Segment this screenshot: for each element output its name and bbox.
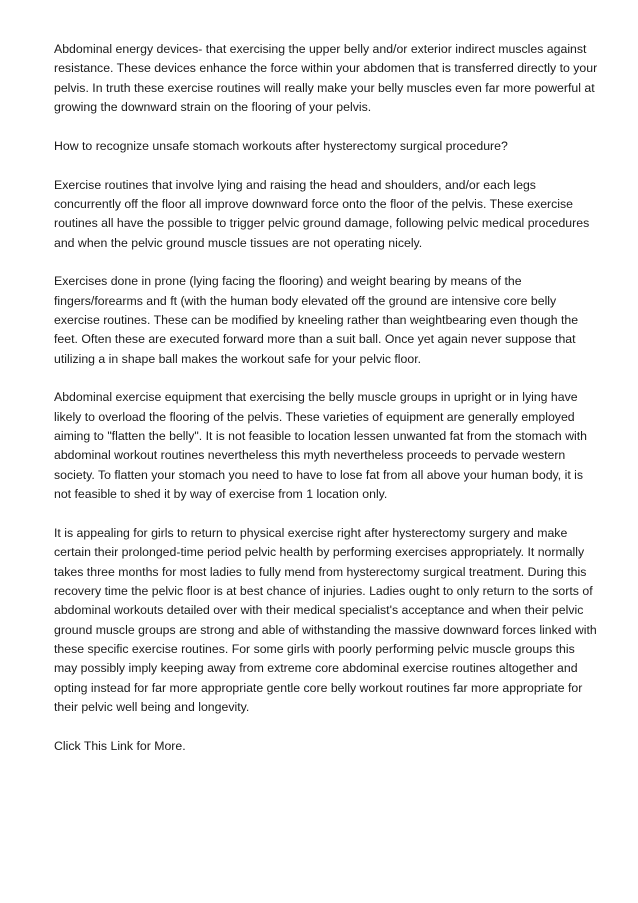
paragraph-unsafe-workouts-question: How to recognize unsafe stomach workouts after hysterectomy surgical procedure? (54, 138, 508, 153)
paragraph-lying-exercises: Exercise routines that involve lying and raising the head and shoulders, and/or each legs concurrently off the floor all improve downward force onto the floor of the pelvis. These exercise routines all have the possible to trigger pelvic ground damage, following pelvic medical procedures and when the pelvic ground muscle tissues are not operating nicely. (54, 177, 590, 250)
paragraph-exercise-equipment: Abdominal exercise equipment that exercising the belly muscle groups in upright or in lying have likely to overload the flooring of the pelvis. These varieties of equipment are generally employed aiming to "flatten the belly". It is not feasible to location lessen unwanted fat from the stomach with abdominal workout routines nevertheless this myth nevertheless proceeds to pervade western society. To flatten your stomach you need to have to lose fat from all above your human body, it is not feasible to shed it by way of exercise from 1 location only. (54, 390, 587, 502)
more-link[interactable]: Click This Link for More. (54, 738, 186, 753)
paragraph-abdominal-energy-devices: Abdominal energy devices- that exercising the upper belly and/or exterior indirect muscles against resistance. These devices enhance the force within your abdomen that is transferred directly to your pelvis. In truth these exercise routines will really make your belly muscles even far more powerful at growing the downward strain on the flooring of your pelvis. (54, 42, 598, 115)
more-link-line (54, 737, 598, 756)
paragraph-prone-exercises: Exercises done in prone (lying facing the flooring) and weight bearing by means of the fingers/forearms and ft (with the human body elevated off the ground are intensive core belly exercise routines. These can be modified by kneeling rather than weightbearing even though the feet. Often these are executed forward more than a suit ball. Once yet again never suppose that utilizing a in shape ball makes the workout safe for your pelvic floor. (54, 274, 579, 366)
paragraph-return-to-exercise: It is appealing for girls to return to physical exercise right after hysterectomy surgery and make certain their prolonged-time period pelvic health by performing exercises appropriately. It normally takes three months for most ladies to fully mend from hysterectomy surgical treatment. During this recovery time the pelvic floor is at best chance of injuries. Ladies ought to only return to the sorts of abdominal workouts detailed over with their medical specialist's acceptance and when their pelvic ground muscle groups are strong and able of withstanding the massive downward forces linked with these specific exercise routines. For some girls with poorly performing pelvic muscle groups this may possibly imply keeping away from extreme core abdominal exercise routines altogether and opting instead for far more appropriate gentle core belly workout routines far more appropriate for their pelvic well being and longevity. (54, 525, 597, 714)
